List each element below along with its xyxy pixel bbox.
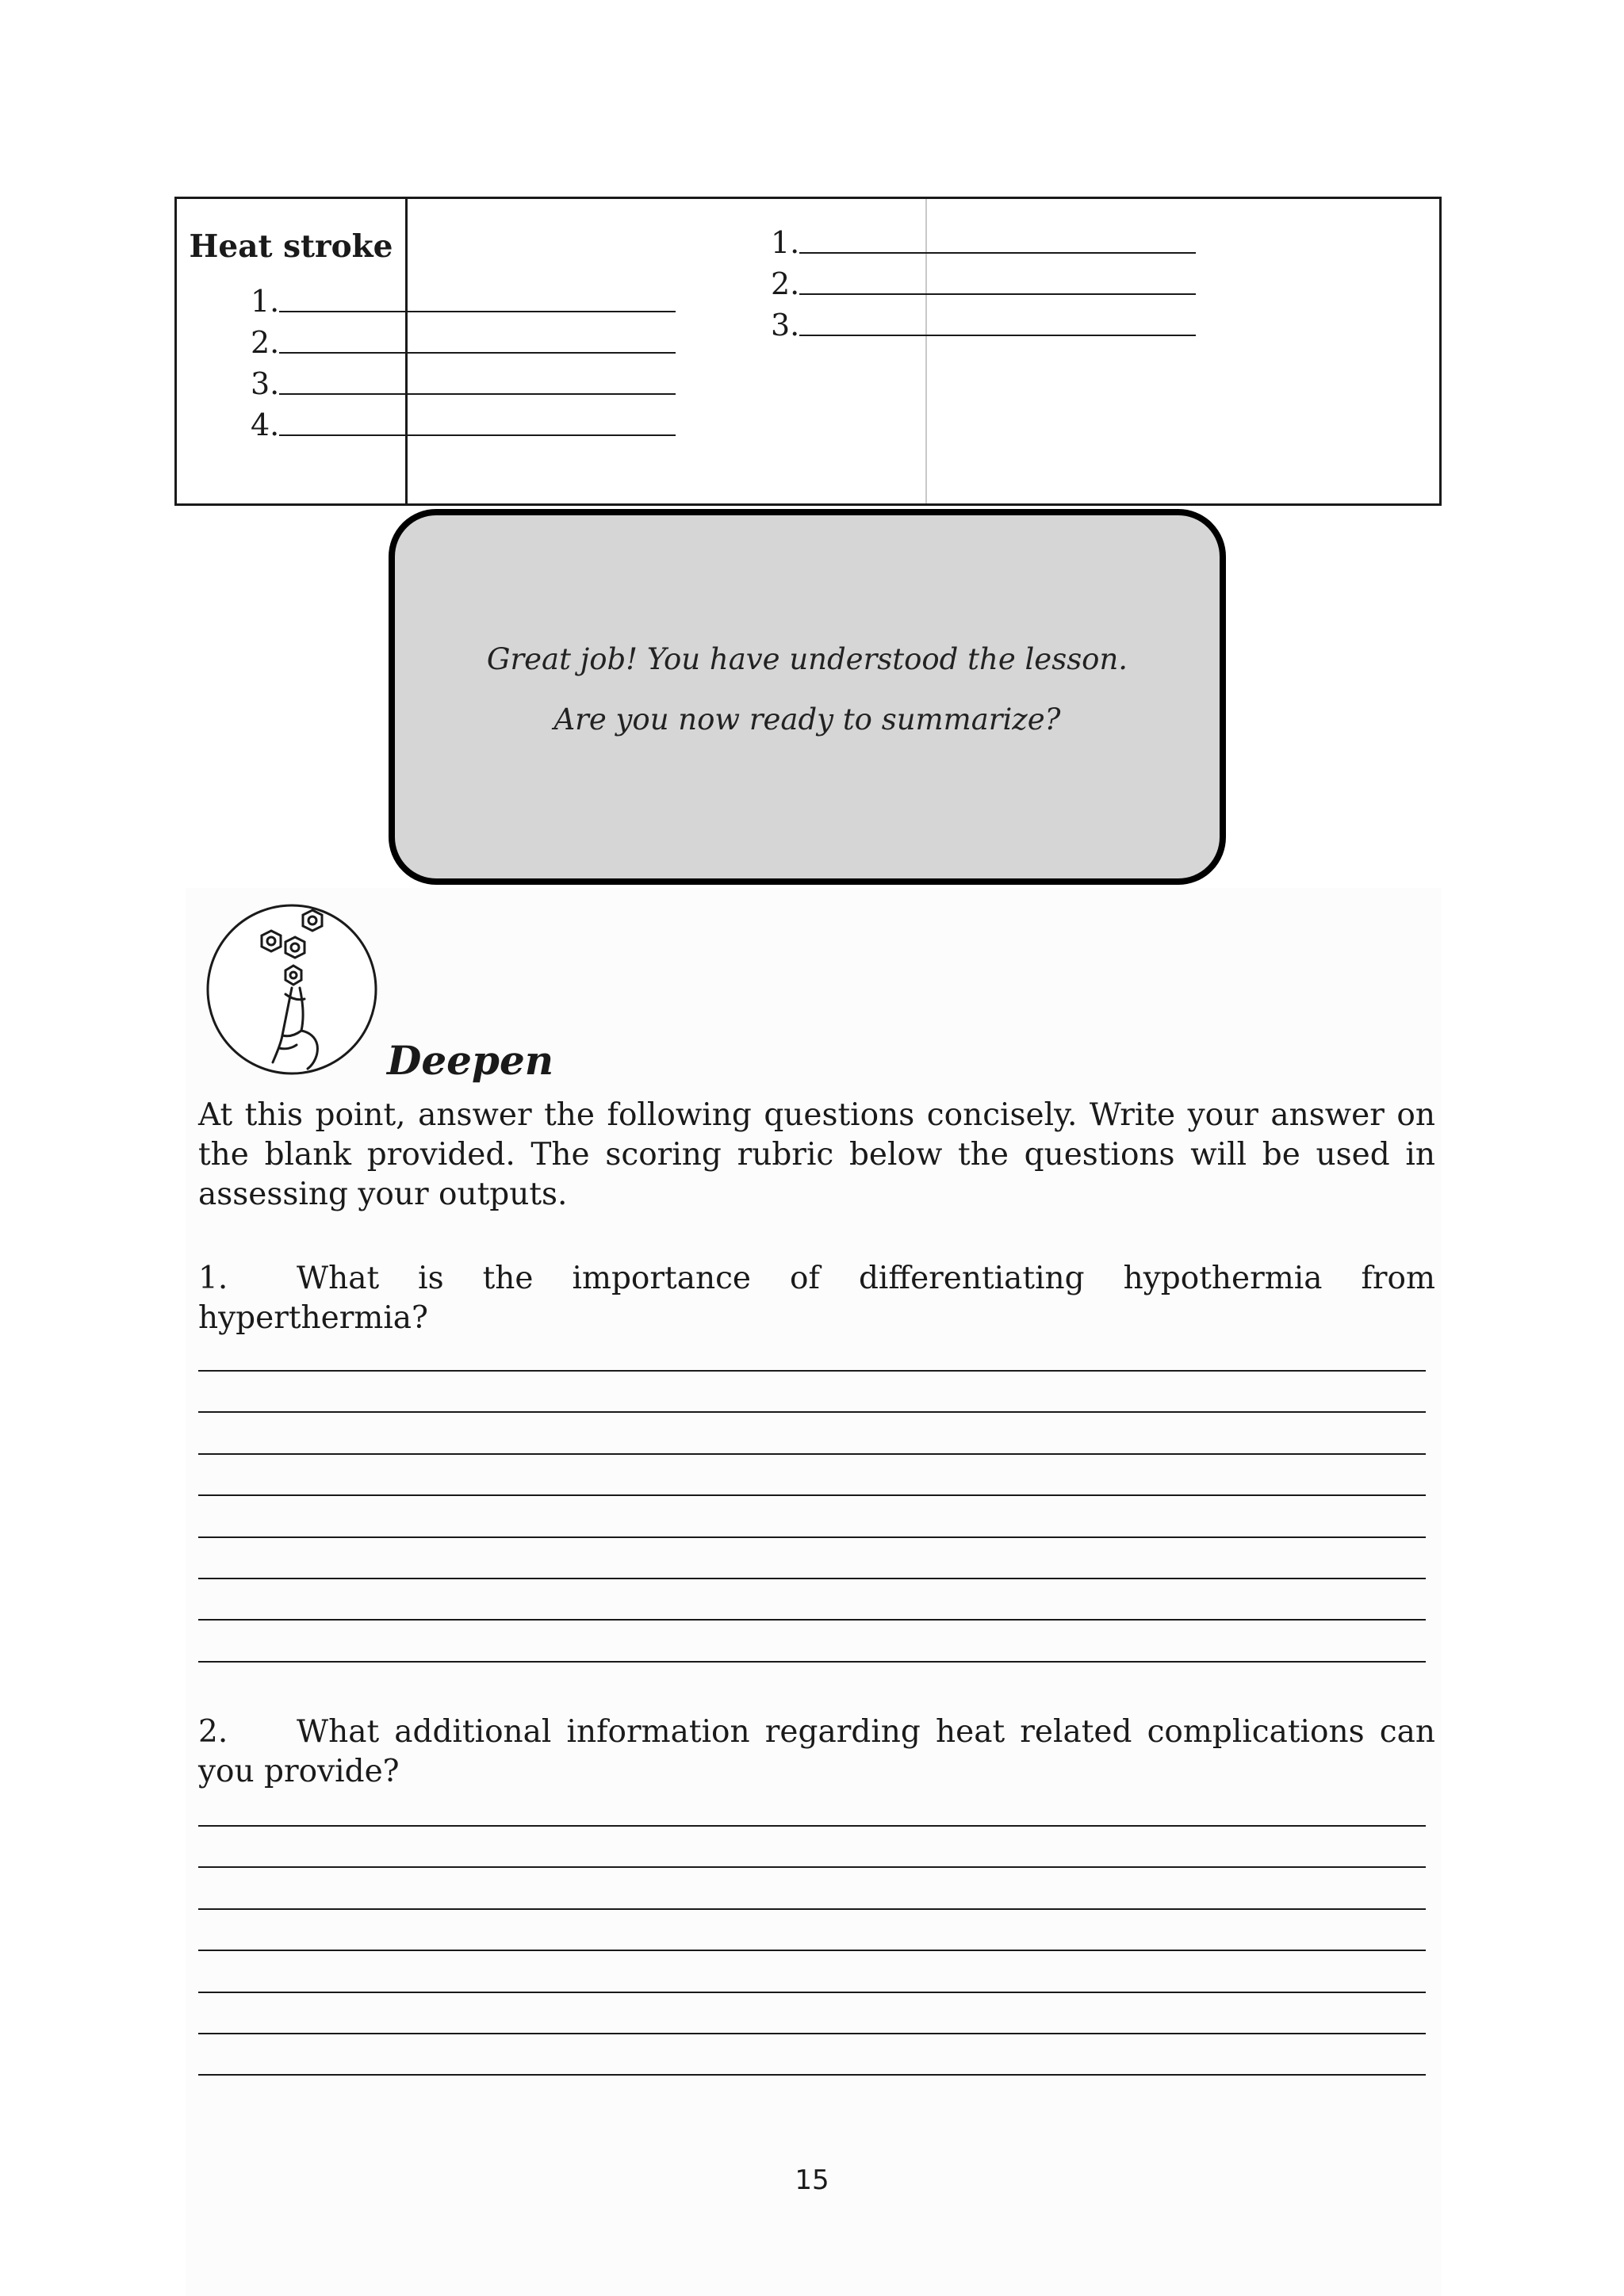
answer-line[interactable] <box>198 1661 1426 1663</box>
row-label <box>177 226 405 267</box>
answer-lines-1[interactable] <box>198 1370 1426 1702</box>
blank-item[interactable] <box>251 281 676 322</box>
section-title: Deepen <box>387 1037 554 1084</box>
blank-rule[interactable] <box>279 311 676 312</box>
answer-line[interactable] <box>198 1411 1426 1413</box>
encouragement-callout <box>389 509 1226 885</box>
answer-line[interactable] <box>198 1619 1426 1621</box>
blank-number: 2. <box>251 325 280 360</box>
blank-rule[interactable] <box>799 293 1196 295</box>
blank-rule[interactable] <box>799 335 1196 336</box>
question-2 <box>198 1712 1435 1792</box>
question-text: What is the importance of differentiating hypothermia from hyperthermia? <box>198 1261 1435 1336</box>
blank-item[interactable] <box>251 404 676 446</box>
blank-item[interactable] <box>251 322 676 363</box>
blank-number: 3. <box>771 308 800 342</box>
blank-list-signs <box>251 281 676 446</box>
blank-item[interactable] <box>771 222 1196 263</box>
blank-number: 1. <box>251 284 280 319</box>
answer-line[interactable] <box>198 1908 1426 1910</box>
answer-line[interactable] <box>198 2074 1426 2076</box>
blank-number: 1. <box>771 225 800 260</box>
blank-rule[interactable] <box>279 352 676 354</box>
blank-rule[interactable] <box>799 252 1196 254</box>
callout-line-1: Great job! You have understood the lesson. <box>486 642 1128 676</box>
answer-line[interactable] <box>198 1370 1426 1372</box>
answer-lines-2[interactable] <box>198 1825 1426 2116</box>
answer-line[interactable] <box>198 1992 1426 1993</box>
question-number: 1. <box>198 1261 228 1296</box>
blank-number: 3. <box>251 366 280 401</box>
callout-line-2: Are you now ready to summarize? <box>553 702 1061 737</box>
blank-item[interactable] <box>771 263 1196 304</box>
question-1 <box>198 1259 1435 1338</box>
blank-rule[interactable] <box>279 393 676 395</box>
blank-item[interactable] <box>251 363 676 404</box>
answer-line[interactable] <box>198 1453 1426 1455</box>
answer-line[interactable] <box>198 1536 1426 1538</box>
blank-list-interventions <box>771 222 1196 346</box>
answer-line[interactable] <box>198 1866 1426 1868</box>
blank-rule[interactable] <box>279 434 676 436</box>
blank-number: 4. <box>251 408 280 442</box>
answer-line[interactable] <box>198 1825 1426 1827</box>
row-label-text: Heat stroke <box>189 228 393 265</box>
question-number: 2. <box>198 1714 228 1750</box>
page-number: 15 <box>795 2164 829 2196</box>
question-text: What additional information regarding heat related complications can you provide? <box>198 1714 1435 1789</box>
blank-item[interactable] <box>771 304 1196 346</box>
answer-line[interactable] <box>198 1950 1426 1951</box>
fingers-crossed-gears-icon <box>203 901 381 1078</box>
answer-line[interactable] <box>198 1578 1426 1579</box>
answer-line[interactable] <box>198 2033 1426 2034</box>
instructions: At this point, answer the following questions concisely. Write your answer on the blank provided. The scoring rubric below the questions will be used in assessing your outputs. <box>198 1097 1435 1212</box>
blank-number: 2. <box>771 266 800 301</box>
answer-line[interactable] <box>198 1494 1426 1496</box>
